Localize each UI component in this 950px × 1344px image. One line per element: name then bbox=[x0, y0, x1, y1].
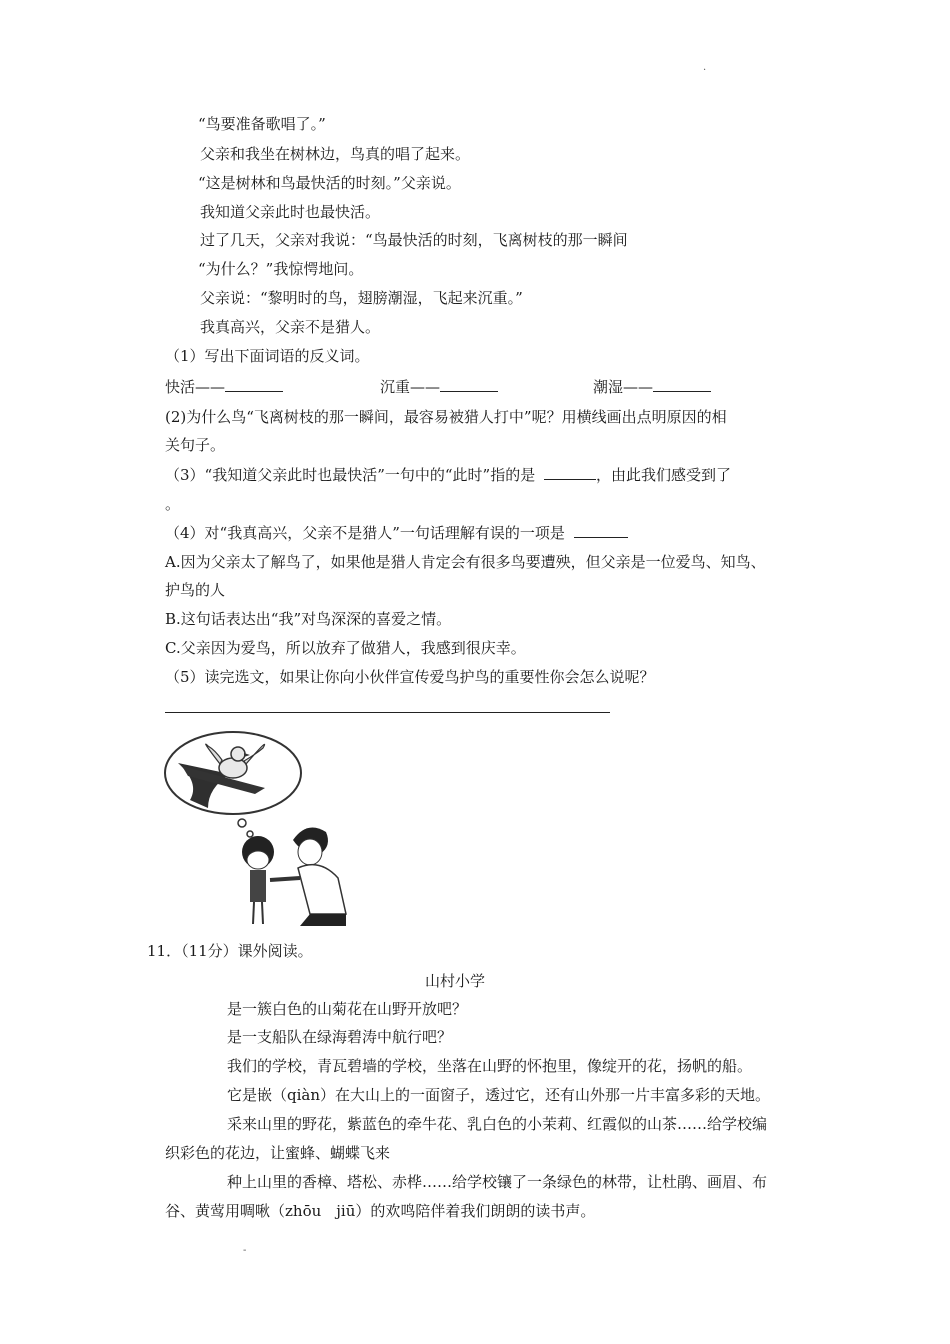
question-3-line-2: 。 bbox=[165, 495, 181, 513]
antonym-word: 沉重—— bbox=[380, 378, 441, 396]
article-line: 采来山里的野花，紫蓝色的牵牛花、乳白色的小茉莉、红霞似的山茶……给学校编 bbox=[227, 1115, 768, 1133]
corner-mark-top: . bbox=[703, 62, 707, 73]
article-line: 谷、黄莺用啁啾（zhōu jiū）的欢鸣陪伴着我们朗朗的读书声。 bbox=[165, 1202, 596, 1220]
antonym-item bbox=[593, 377, 711, 397]
answer-blank[interactable] bbox=[544, 465, 596, 480]
antonym-item bbox=[380, 377, 498, 397]
article-line: 它是嵌（qiàn）在大山上的一面窗子，透过它，还有山外那一片丰富多彩的天地。 bbox=[227, 1086, 771, 1104]
passage-line: “鸟要准备歌唱了。” bbox=[198, 115, 326, 133]
passage-line: 过了几天，父亲对我说：“鸟最快活的时刻，飞离树枝的那一瞬间 bbox=[200, 231, 628, 249]
corner-mark-bottom: - bbox=[243, 1245, 247, 1256]
option-a-line: 护鸟的人 bbox=[165, 581, 226, 599]
answer-blank[interactable] bbox=[574, 523, 628, 538]
passage-line: “这是树林和鸟最快活的时刻。”父亲说。 bbox=[198, 174, 461, 192]
option-b: B.这句话表达出“我”对鸟深深的喜爱之情。 bbox=[165, 610, 452, 628]
question-2-line: 关句子。 bbox=[165, 436, 226, 454]
article-line: 我们的学校，青瓦碧墙的学校，坐落在山野的怀抱里，像绽开的花，扬帆的船。 bbox=[227, 1057, 753, 1075]
question-1-prompt: （1）写出下面词语的反义词。 bbox=[165, 347, 370, 365]
answer-blank[interactable] bbox=[225, 377, 283, 392]
passage-line: 我知道父亲此时也最快活。 bbox=[200, 203, 381, 221]
boy-figure bbox=[242, 836, 274, 924]
question-3-text: （3）“我知道父亲此时也最快活”一句中的“此时”指的是 bbox=[165, 466, 536, 484]
antonym-item bbox=[165, 377, 283, 397]
answer-line[interactable] bbox=[165, 712, 610, 713]
option-c: C.父亲因为爱鸟，所以放弃了做猎人，我感到很庆幸。 bbox=[165, 639, 526, 657]
article-line: 种上山里的香樟、塔松、赤桦……给学校镶了一条绿色的林带，让杜鹃、画眉、布 bbox=[227, 1173, 768, 1191]
article-line: 是一支船队在绿海碧涛中航行吧？ bbox=[227, 1028, 453, 1046]
passage-line: 我真高兴，父亲不是猎人。 bbox=[200, 318, 381, 336]
antonym-word: 潮湿—— bbox=[593, 378, 654, 396]
passage-line: 父亲和我坐在树林边，鸟真的唱了起来。 bbox=[200, 145, 471, 163]
antonym-word: 快活—— bbox=[165, 378, 226, 396]
question-2-line: (2)为什么鸟“飞离树枝的那一瞬间，最容易被猎人打中”呢？用横线画出点明原因的相 bbox=[165, 408, 727, 426]
question-3-text: ，由此我们感受到了 bbox=[596, 466, 732, 484]
question-4-line bbox=[165, 523, 628, 543]
question-11-header: 11．（11分）课外阅读。 bbox=[147, 942, 313, 960]
father-figure bbox=[270, 828, 346, 927]
article-line: 织彩色的花边，让蜜蜂、蝴蝶飞来 bbox=[165, 1144, 391, 1162]
answer-blank[interactable] bbox=[440, 377, 498, 392]
option-a-line: A.因为父亲太了解鸟了，如果他是猎人肯定会有很多鸟要遭殃，但父亲是一位爱鸟、知鸟、 bbox=[165, 553, 766, 571]
passage-line: “为什么？”我惊愕地问。 bbox=[198, 260, 364, 278]
article-line: 是一簇白色的山菊花在山野开放吧？ bbox=[227, 1000, 468, 1018]
question-3-line bbox=[165, 465, 731, 485]
answer-blank[interactable] bbox=[653, 377, 711, 392]
question-5-prompt: （5）读完选文，如果让你向小伙伴宣传爱鸟护鸟的重要性你会怎么说呢？ bbox=[165, 668, 655, 686]
passage-line: 父亲说：“黎明时的鸟，翅膀潮湿，飞起来沉重。” bbox=[200, 289, 523, 307]
father-son-bird-illustration bbox=[160, 728, 355, 930]
article-title: 山村小学 bbox=[425, 972, 486, 990]
question-4-prompt: （4）对“我真高兴，父亲不是猎人”一句话理解有误的一项是 bbox=[165, 524, 565, 542]
